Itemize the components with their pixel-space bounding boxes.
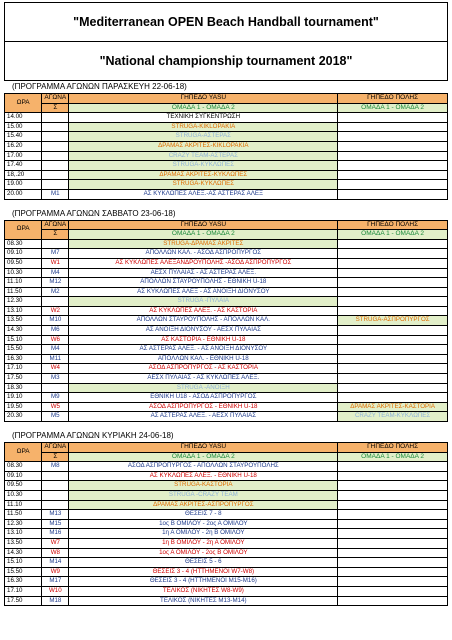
venue2-match-cell [338, 151, 448, 161]
venue2-match-cell: STRUGA-ΑΣΠΡΟΠΥΡΓΟΣ [338, 316, 448, 326]
venue1-match-cell: ΤΕΛΙΚΟΣ (ΝΙΚΗΤΕΣ W8-W9) [69, 586, 338, 596]
venue1-match-cell: ΔΡΑΜΑΣ ΑΚΡΙΤΕΣ-KIKLOPAKIA [69, 141, 338, 151]
venue2-match-cell [338, 122, 448, 132]
header-time: ΩΡΑ [5, 220, 42, 239]
header-time: ΩΡΑ [5, 443, 42, 462]
time-cell: 17.10 [5, 586, 42, 596]
time-cell: 19.00 [5, 180, 42, 190]
day3-table [4, 442, 448, 606]
match-code-cell: M4 [42, 268, 69, 278]
time-cell: 09.10 [5, 471, 42, 481]
match-code-cell [42, 500, 69, 510]
match-code-cell: M3 [42, 374, 69, 384]
venue1-match-cell: STRUGA-ΚΥΚΛΩΠΕΣ [69, 180, 338, 190]
time-cell: 17.00 [5, 151, 42, 161]
time-cell: 11.10 [5, 278, 42, 288]
day2-table [4, 220, 448, 422]
table-row [5, 490, 448, 500]
match-code-cell [42, 180, 69, 190]
venue1-match-cell: CRAZY TEAM-ΑΣΤΕΡΑΣ [69, 151, 338, 161]
tournament-title: "Mediterranean OPEN Beach Handball tournament" [5, 3, 447, 42]
venue2-match-cell [338, 239, 448, 249]
table-row [5, 481, 448, 491]
header-match: ΑΓΩΝΑ [42, 443, 69, 453]
table-row [5, 538, 448, 548]
time-cell: 19.50 [5, 402, 42, 412]
table-row [5, 113, 448, 123]
venue2-match-cell [338, 170, 448, 180]
match-code-cell: W4 [42, 364, 69, 374]
header-row [5, 220, 448, 230]
header-venue1: ΓΗΠΕΔΟ YASU [69, 443, 338, 453]
venue1-match-cell: 1ος Β ΟΜΙΛΟΥ - 2ος Α ΟΜΙΛΟΥ [69, 519, 338, 529]
match-code-cell: M7 [42, 249, 69, 259]
table-row [5, 180, 448, 190]
venue2-match-cell [338, 141, 448, 151]
match-code-cell: M10 [42, 316, 69, 326]
venue1-match-cell: ΑΠΟΛΛΩΝ ΣΤΑΥΡΟΥΠΟΛΗΣ - ΕΘΝΙΚΗ U-18 [69, 278, 338, 288]
venue2-match-cell [338, 335, 448, 345]
table-row [5, 510, 448, 520]
match-code-cell: M14 [42, 558, 69, 568]
subheader-row [5, 452, 448, 462]
venue2-match-cell [338, 189, 448, 199]
venue1-match-cell: ΑΣ ΑΝΟΙΞΗ ΔΙΟΝΥΣΟΥ - ΑΕΣΧ ΠΥΛΑΙΑΣ [69, 326, 338, 336]
venue1-match-cell: 1η Α ΟΜΙΛΟΥ - 2η Β ΟΜΙΛΟΥ [69, 529, 338, 539]
match-code-cell: W2 [42, 306, 69, 316]
table-row [5, 161, 448, 171]
venue1-match-cell: ΤΕΧΝΙΚΗ ΣΥΓΚΕΝΤΡΩΣΗ [69, 113, 338, 123]
venue2-match-cell [338, 132, 448, 142]
match-code-cell: W10 [42, 586, 69, 596]
header-match-suffix: Σ [42, 103, 69, 113]
match-code-cell: M11 [42, 354, 69, 364]
venue2-match-cell [338, 297, 448, 307]
time-cell: 13.10 [5, 306, 42, 316]
time-cell: 15.50 [5, 567, 42, 577]
venue2-match-cell [338, 490, 448, 500]
venue1-match-cell: STRUGA -CRAZY TEAM [69, 490, 338, 500]
subheader-row [5, 103, 448, 113]
venue1-match-cell: ΑΣ ΚΥΚΛΩΠΕΣ ΑΛΕΞ.-ΑΣ ΑΣΤΕΡΑΣ ΑΛΕΞ [69, 189, 338, 199]
time-cell: 12.30 [5, 519, 42, 529]
venue2-match-cell [338, 558, 448, 568]
day1-title: (ΠΡΟΓΡΑΜΜΑ ΑΓΩΝΩΝ ΠΑΡΑΣΚΕΥΗ 22-06-18) [12, 82, 187, 91]
time-cell: 15.50 [5, 345, 42, 355]
time-cell: 14.30 [5, 326, 42, 336]
venue1-match-cell: ΑΣΟΔ ΑΣΠΡΟΠΥΡΓΟΣ - ΕΘΝΙΚΗ U-18 [69, 402, 338, 412]
venue1-match-cell: ΑΣ ΑΣΤΕΡΑΣ ΑΛΕΞ. - ΑΣ ΑΝΟΙΞΗ ΔΙΟΝΥΣΟΥ [69, 345, 338, 355]
table-row [5, 519, 448, 529]
header-groups1: ΟΜΑΔΑ 1 - ΟΜΑΔΑ 2 [69, 452, 338, 462]
table-row [5, 170, 448, 180]
time-cell: 10.30 [5, 490, 42, 500]
table-row [5, 567, 448, 577]
venue2-match-cell [338, 586, 448, 596]
venue1-match-cell: ΑΠΟΛΛΩΝ ΚΑΛ. - ΕΘΝΙΚΗ U-18 [69, 354, 338, 364]
table-row [5, 258, 448, 268]
venue2-match-cell [338, 345, 448, 355]
venue2-match-cell [338, 268, 448, 278]
championship-title: "National championship tournament 2018" [5, 42, 447, 81]
match-code-cell [42, 170, 69, 180]
header-venue2: ΓΗΠΕΔΟ ΠΟΛΗΣ [338, 443, 448, 453]
venue2-match-cell [338, 596, 448, 606]
subheader-row [5, 230, 448, 240]
header-groups2: ΟΜΑΔΑ 1 - ΟΜΑΔΑ 2 [338, 103, 448, 113]
table-row [5, 132, 448, 142]
venue2-match-cell [338, 567, 448, 577]
table-row [5, 471, 448, 481]
table-row [5, 500, 448, 510]
venue1-match-cell: ΘΕΣΕΙΣ 3 - 4 (ΗΤΤΗΜΕΝΟΙ W7-W8) [69, 567, 338, 577]
venue1-match-cell: STRUGA-KIKLOPAKIA [69, 122, 338, 132]
time-cell: 13.50 [5, 316, 42, 326]
venue2-match-cell [338, 326, 448, 336]
venue1-match-cell: ΑΣ ΚΥΚΛΩΠΕΣ ΑΛΕΞΑΝΔΡΟΥΠΟΛΗΣ -ΑΣΟΔ ΑΣΠΡΟΠΥΡΓΟΣ [69, 258, 338, 268]
day3-title: (ΠΡΟΓΡΑΜΜΑ ΑΓΩΝΩΝ ΚΥΡΙΑΚΗ 24-06-18) [12, 431, 174, 440]
time-cell: 12.30 [5, 297, 42, 307]
table-row [5, 558, 448, 568]
venue2-match-cell [338, 538, 448, 548]
match-code-cell: M13 [42, 510, 69, 520]
match-code-cell: M9 [42, 393, 69, 403]
time-cell: 17.50 [5, 596, 42, 606]
venue2-match-cell [338, 249, 448, 259]
match-code-cell: W1 [42, 258, 69, 268]
match-code-cell [42, 481, 69, 491]
match-code-cell [42, 297, 69, 307]
header-match-suffix: Σ [42, 230, 69, 240]
venue2-match-cell [338, 529, 448, 539]
match-code-cell [42, 113, 69, 123]
time-cell: 16.30 [5, 354, 42, 364]
time-cell: 16.30 [5, 577, 42, 587]
time-cell: 14.30 [5, 548, 42, 558]
table-row [5, 278, 448, 288]
venue1-match-cell: ΔΡΑΜΑΣ ΑΚΡΙΤΕΣ-ΑΣΠΡΟΠΥΡΓΟΣ [69, 500, 338, 510]
table-row [5, 189, 448, 199]
match-code-cell: W5 [42, 402, 69, 412]
venue2-match-cell [338, 180, 448, 190]
venue1-match-cell: ΑΠΟΛΛΩΝ ΣΤΑΥΡΟΥΠΟΛΗΣ - ΑΠΟΛΛΩΝ ΚΑΛ. [69, 316, 338, 326]
day2-title: (ΠΡΟΓΡΑΜΜΑ ΑΓΩΝΩΝ ΣΑΒΒΑΤΟ 23-06-18) [12, 208, 176, 218]
header-groups1: ΟΜΑΔΑ 1 - ΟΜΑΔΑ 2 [69, 103, 338, 113]
table-row [5, 374, 448, 384]
match-code-cell: M17 [42, 577, 69, 587]
match-code-cell [42, 471, 69, 481]
venue2-match-cell [338, 481, 448, 491]
time-cell: 18,.20 [5, 170, 42, 180]
time-cell: 09.50 [5, 481, 42, 491]
time-cell: 11.10 [5, 500, 42, 510]
match-code-cell: M5 [42, 412, 69, 422]
venue1-match-cell: ΑΣ ΑΣΤΕΡΑΣ ΑΛΕΞ. - ΑΕΣΧ ΠΥΛΑΙΑΣ [69, 412, 338, 422]
venue2-match-cell [338, 510, 448, 520]
venue1-match-cell: STRUGA -ΠΥΛΑΙΑ [69, 297, 338, 307]
table-row [5, 239, 448, 249]
header-match-suffix: Σ [42, 452, 69, 462]
table-row [5, 596, 448, 606]
time-cell: 15.00 [5, 122, 42, 132]
venue2-match-cell [338, 278, 448, 288]
header-venue2: ΓΗΠΕΔΟ ΠΟΛΗΣ [338, 94, 448, 104]
time-cell: 17.50 [5, 374, 42, 384]
venue2-match-cell: CRAZY TEAM-ΚΥΚΛΩΠΕΣ [338, 412, 448, 422]
match-code-cell: W6 [42, 335, 69, 345]
header-row [5, 443, 448, 453]
match-code-cell: M2 [42, 287, 69, 297]
venue1-match-cell: STRUGA-ΚΑΣΤΟΡΙΑ [69, 481, 338, 491]
venue1-match-cell: ΑΣΟΔ ΑΣΠΡΟΠΥΡΓΟΣ - ΑΠΟΛΛΩΝ ΣΤΑΥΡΟΥΠΟΛΗΣ [69, 462, 338, 472]
table-row [5, 345, 448, 355]
table-row [5, 354, 448, 364]
venue1-match-cell: STRUGA-ΔΡΑΜΑΣ ΑΚΡΙΤΕΣ [69, 239, 338, 249]
venue2-match-cell [338, 471, 448, 481]
time-cell: 09.50 [5, 258, 42, 268]
header-time: ΩΡΑ [5, 94, 42, 113]
venue1-match-cell: ΕΘΝΙΚΗ U18 - ΑΣΟΔ ΑΣΠΡΟΠΥΡΓΟΣ [69, 393, 338, 403]
table-row [5, 402, 448, 412]
table-row [5, 249, 448, 259]
time-cell: 08.30 [5, 239, 42, 249]
venue2-match-cell [338, 548, 448, 558]
time-cell: 17.10 [5, 364, 42, 374]
venue2-match-cell [338, 374, 448, 384]
venue1-match-cell: ΔΡΑΜΑΣ ΑΚΡΙΤΕΣ-ΚΥΚΛΩΠΕΣ [69, 170, 338, 180]
match-code-cell: M6 [42, 326, 69, 336]
venue1-match-cell: ΑΣ ΚΥΚΛΩΠΕΣ ΑΛΕΞ. - ΑΣ ΚΑΣΤΟΡΙΑ [69, 306, 338, 316]
match-code-cell [42, 132, 69, 142]
table-row [5, 297, 448, 307]
header-venue2: ΓΗΠΕΔΟ ΠΟΛΗΣ [338, 220, 448, 230]
venue1-match-cell: ΑΣ ΚΑΣΤΟΡΙΑ - ΕΘΝΙΚΗ U-18 [69, 335, 338, 345]
match-code-cell [42, 383, 69, 393]
time-cell: 15.10 [5, 558, 42, 568]
time-cell: 20.00 [5, 189, 42, 199]
time-cell: 13.10 [5, 529, 42, 539]
match-code-cell: W8 [42, 548, 69, 558]
venue2-match-cell [338, 306, 448, 316]
venue2-match-cell [338, 354, 448, 364]
venue2-match-cell [338, 519, 448, 529]
match-code-cell: M1 [42, 189, 69, 199]
header-venue1: ΓΗΠΕΔΟ YASU [69, 220, 338, 230]
time-cell: 11.50 [5, 287, 42, 297]
time-cell: 10.30 [5, 268, 42, 278]
venue1-match-cell: ΑΣ ΚΥΚΛΩΠΕΣ ΑΛΕΞ. - ΕΘΝΙΚΗ U-18 [69, 471, 338, 481]
venue1-match-cell: 1ος Α ΟΜΙΛΟΥ - 2ος Β ΟΜΙΛΟΥ [69, 548, 338, 558]
table-row [5, 287, 448, 297]
table-row [5, 306, 448, 316]
match-code-cell: M4 [42, 345, 69, 355]
table-row [5, 122, 448, 132]
header-groups2: ΟΜΑΔΑ 1 - ΟΜΑΔΑ 2 [338, 452, 448, 462]
time-cell: 16.20 [5, 141, 42, 151]
title-box [4, 2, 448, 81]
table-row [5, 383, 448, 393]
venue1-match-cell: ΘΕΣΕΙΣ 5 - 6 [69, 558, 338, 568]
venue2-match-cell [338, 161, 448, 171]
time-cell: 14.00 [5, 113, 42, 123]
time-cell: 15.10 [5, 335, 42, 345]
header-groups2: ΟΜΑΔΑ 1 - ΟΜΑΔΑ 2 [338, 230, 448, 240]
header-venue1: ΓΗΠΕΔΟ YASU [69, 94, 338, 104]
venue2-match-cell [338, 462, 448, 472]
table-row [5, 141, 448, 151]
table-row [5, 529, 448, 539]
table-row [5, 268, 448, 278]
time-cell: 11.50 [5, 510, 42, 520]
venue2-match-cell [338, 393, 448, 403]
table-row [5, 326, 448, 336]
header-row [5, 94, 448, 104]
match-code-cell: M15 [42, 519, 69, 529]
match-code-cell [42, 161, 69, 171]
time-cell: 17.40 [5, 161, 42, 171]
venue1-match-cell: STRUGA-ΑΣΤΕΡΑΣ [69, 132, 338, 142]
time-cell: 13.50 [5, 538, 42, 548]
time-cell: 19.10 [5, 393, 42, 403]
table-row [5, 316, 448, 326]
match-code-cell: M8 [42, 462, 69, 472]
venue1-match-cell: STRUGA-ΚΥΚΛΩΠΕΣ [69, 161, 338, 171]
time-cell: 09.10 [5, 249, 42, 259]
day1-table [4, 93, 448, 200]
venue2-match-cell [338, 113, 448, 123]
table-row [5, 548, 448, 558]
table-row [5, 364, 448, 374]
match-code-cell [42, 239, 69, 249]
table-row [5, 151, 448, 161]
match-code-cell [42, 122, 69, 132]
table-row [5, 412, 448, 422]
match-code-cell: M12 [42, 278, 69, 288]
match-code-cell [42, 151, 69, 161]
venue2-match-cell: ΔΡΑΜΑΣ ΑΚΡΙΤΕΣ-ΚΑΣΤΟΡΙΑ [338, 402, 448, 412]
venue1-match-cell: ΑΕΣΧ ΠΥΛΑΙΑΣ - ΑΣ ΚΥΚΛΩΠΕΣ ΑΛΕΞ. [69, 374, 338, 384]
match-code-cell [42, 490, 69, 500]
table-row [5, 393, 448, 403]
time-cell: 15.40 [5, 132, 42, 142]
match-code-cell: M16 [42, 529, 69, 539]
venue1-match-cell: ΤΕΛΙΚΟΣ (ΝΙΚΗΤΕΣ M13-M14) [69, 596, 338, 606]
table-row [5, 586, 448, 596]
time-cell: 08.30 [5, 462, 42, 472]
match-code-cell: W7 [42, 538, 69, 548]
table-row [5, 335, 448, 345]
venue1-match-cell: STRUGA -ΑΝΟΙΞΗ [69, 383, 338, 393]
time-cell: 18.30 [5, 383, 42, 393]
header-groups1: ΟΜΑΔΑ 1 - ΟΜΑΔΑ 2 [69, 230, 338, 240]
venue2-match-cell [338, 383, 448, 393]
venue2-match-cell [338, 500, 448, 510]
venue2-match-cell [338, 287, 448, 297]
header-match: ΑΓΩΝΑ [42, 94, 69, 104]
venue1-match-cell: ΑΕΣΧ ΠΥΛΑΙΑΣ - ΑΣ ΑΣΤΕΡΑΣ ΑΛΕΞ. [69, 268, 338, 278]
schedule-sheet [4, 2, 448, 606]
header-match: ΑΓΩΝΑ [42, 220, 69, 230]
match-code-cell: M18 [42, 596, 69, 606]
venue1-match-cell: ΘΕΣΕΙΣ 3 - 4 (ΗΤΤΗΜΕΝΟΙ M15-M16) [69, 577, 338, 587]
venue2-match-cell [338, 258, 448, 268]
time-cell: 20.30 [5, 412, 42, 422]
match-code-cell [42, 141, 69, 151]
venue2-match-cell [338, 364, 448, 374]
venue2-match-cell [338, 577, 448, 587]
venue1-match-cell: ΑΣΟΔ ΑΣΠΡΟΠΥΡΓΟΣ - ΑΣ ΚΑΣΤΟΡΙΑ [69, 364, 338, 374]
venue1-match-cell: ΑΣ ΚΥΚΛΩΠΕΣ ΑΛΕΞ - ΑΣ ΑΝΟΙΞΗ ΔΙΟΝΥΣΟΥ [69, 287, 338, 297]
venue1-match-cell: 1η Β ΟΜΙΛΟΥ - 2η Α ΟΜΙΛΟΥ [69, 538, 338, 548]
venue1-match-cell: ΑΠΟΛΛΩΝ ΚΑΛ. - ΑΣΟΔ ΑΣΠΡΟΠΥΡΓΟΣ [69, 249, 338, 259]
match-code-cell: W9 [42, 567, 69, 577]
table-row [5, 577, 448, 587]
table-row [5, 462, 448, 472]
venue1-match-cell: ΘΕΣΕΙΣ 7 - 8 [69, 510, 338, 520]
